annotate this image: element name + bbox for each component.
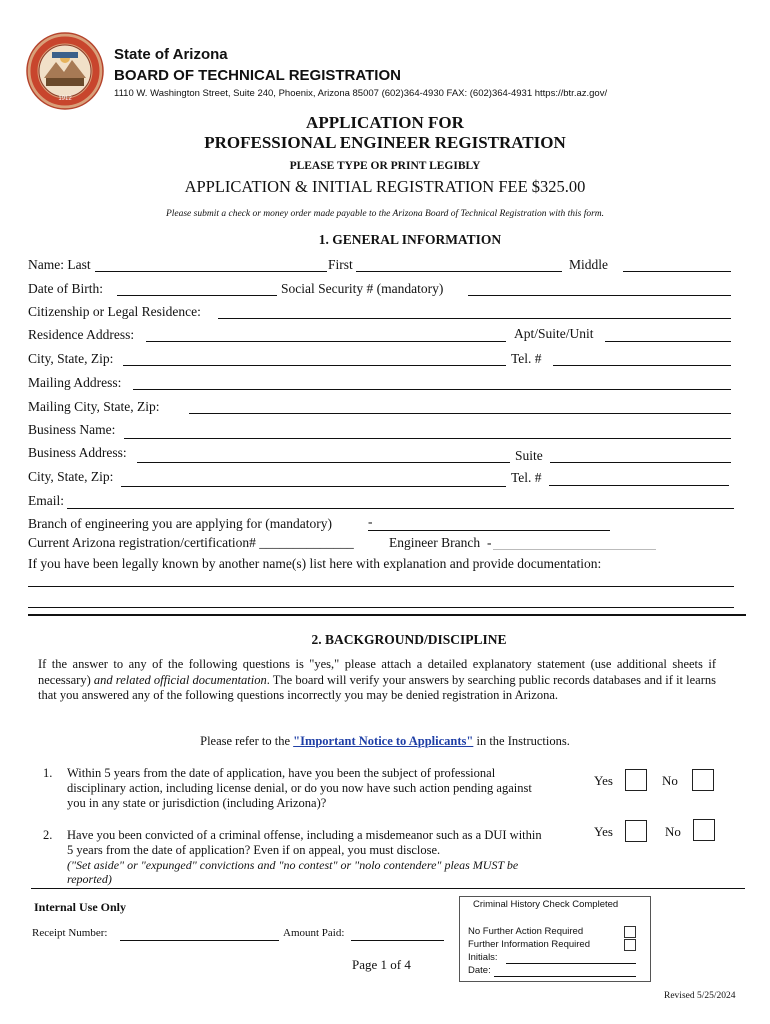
revised-date: Revised 5/25/2024 xyxy=(664,991,736,1001)
state-seal xyxy=(26,32,104,110)
dob-field[interactable] xyxy=(117,295,277,296)
label-middle-name: Middle xyxy=(569,257,608,272)
date-field[interactable] xyxy=(494,976,636,977)
engineer-branch-value[interactable]: - xyxy=(487,535,492,550)
last-name-field[interactable] xyxy=(95,271,327,272)
first-name-field[interactable] xyxy=(356,271,562,272)
label-mailing: Mailing Address: xyxy=(28,375,122,390)
ssn-field[interactable] xyxy=(468,295,731,296)
middle-name-field[interactable] xyxy=(623,271,731,272)
seal-icon xyxy=(26,32,104,110)
criminal-history-box xyxy=(459,896,651,982)
business-city-field[interactable] xyxy=(121,486,506,487)
email-field[interactable] xyxy=(67,508,734,509)
label-suite: Suite xyxy=(515,448,543,463)
internal-divider xyxy=(31,888,745,889)
section1-heading: 1. GENERAL INFORMATION xyxy=(318,232,502,247)
label-first-name: First xyxy=(328,257,353,272)
fee-line: APPLICATION & INITIAL REGISTRATION FEE $325.00 xyxy=(184,177,586,196)
svg-text:1912: 1912 xyxy=(58,96,72,102)
label-current-registration: Current Arizona registration/certification# ______________ xyxy=(28,535,354,550)
refer-line xyxy=(0,734,770,749)
initials-label: Initials: xyxy=(468,952,498,963)
mailing-field[interactable] xyxy=(133,389,731,390)
section2-intro xyxy=(38,657,716,704)
mailing-city-field[interactable] xyxy=(189,413,731,414)
suite-field[interactable] xyxy=(550,462,731,463)
residence-field[interactable] xyxy=(146,341,506,342)
question-2-yes-label: Yes xyxy=(594,824,613,839)
question-2-no-label: No xyxy=(665,824,681,839)
question-1-no-checkbox[interactable] xyxy=(692,769,714,791)
label-business-address: Business Address: xyxy=(28,445,127,460)
label-tel: Tel. # xyxy=(511,351,542,366)
section2-heading: 2. BACKGROUND/DISCIPLINE xyxy=(311,632,507,647)
further-info-label: Further Information Required xyxy=(468,939,590,950)
title-line2: PROFESSIONAL ENGINEER REGISTRATION xyxy=(204,133,566,152)
label-business-name: Business Name: xyxy=(28,422,116,437)
label-ssn: Social Security # (mandatory) xyxy=(281,281,444,296)
internal-use-title: Internal Use Only xyxy=(34,900,127,914)
business-address-field[interactable] xyxy=(137,462,510,463)
question-2-no-checkbox[interactable] xyxy=(693,819,715,841)
branch-field[interactable] xyxy=(368,530,610,531)
section-divider xyxy=(28,614,746,616)
question-1-yes-label: Yes xyxy=(594,773,613,788)
question-2-number: 2. xyxy=(43,828,53,842)
label-citizenship: Citizenship or Legal Residence: xyxy=(28,304,201,319)
engineer-branch-field[interactable] xyxy=(493,549,656,550)
branch-value[interactable]: - xyxy=(368,514,373,529)
type-legibly: PLEASE TYPE OR PRINT LEGIBLY xyxy=(289,160,481,172)
question-1-number: 1. xyxy=(43,766,53,780)
apt-field[interactable] xyxy=(605,341,731,342)
amount-paid-field[interactable] xyxy=(351,940,444,941)
label-city: City, State, Zip: xyxy=(28,351,114,366)
title-line1: APPLICATION FOR xyxy=(306,113,464,132)
intro-part1: If the answer to any of the following questions is "yes," please attach a detailed explanatory statement (use additional sheets if necessary) xyxy=(38,657,716,687)
board-name: BOARD OF TECHNICAL REGISTRATION xyxy=(114,67,401,84)
business-tel-field[interactable] xyxy=(549,485,729,486)
further-info-checkbox[interactable] xyxy=(624,939,636,951)
page-number: Page 1 of 4 xyxy=(352,957,411,972)
intro-italic: and related official documentation xyxy=(93,672,267,687)
question-2-yes-checkbox[interactable] xyxy=(625,820,647,842)
label-business-tel: Tel. # xyxy=(511,470,542,485)
initials-field[interactable] xyxy=(506,963,636,964)
tel-field[interactable] xyxy=(553,365,731,366)
business-name-field[interactable] xyxy=(124,438,731,439)
label-business-city: City, State, Zip: xyxy=(28,469,114,484)
no-further-checkbox[interactable] xyxy=(624,926,636,938)
receipt-field[interactable] xyxy=(120,940,279,941)
date-label: Date: xyxy=(468,965,491,976)
board-address: 1110 W. Washington Street, Suite 240, Phoenix, Arizona 85007 (602)364-4930 FAX: (602)364-4931 https://btr.az.gov/ xyxy=(114,88,608,99)
other-names-line-2[interactable] xyxy=(28,607,734,608)
question-2-note: ("Set aside" or "expunged" convictions and "no contest" or "nolo contendere" pleas MUST be reported) xyxy=(67,858,519,886)
label-engineer-branch: Engineer Branch xyxy=(389,535,481,550)
refer-pre: Please refer to the xyxy=(200,734,294,748)
label-receipt: Receipt Number: xyxy=(32,927,108,939)
important-notice-link[interactable]: "Important Notice to Applicants" xyxy=(293,734,474,748)
question-2-text: Have you been convicted of a criminal offense, including a misdemeanor such as a DUI within 5 years from the date of application? Even if on appeal, you must disclose. xyxy=(67,828,542,857)
criminal-box-title: Criminal History Check Completed xyxy=(473,899,619,910)
city-field[interactable] xyxy=(123,365,506,366)
question-1-text: Within 5 years from the date of application, have you been the subject of professional disciplinary action, including license denial, or do you now have such action pending against you in any state or jurisdiction (including Arizona)? xyxy=(67,766,532,810)
label-dob: Date of Birth: xyxy=(28,281,103,296)
label-branch: Branch of engineering you are applying for (mandatory) xyxy=(28,516,333,531)
other-names-line-1[interactable] xyxy=(28,586,734,587)
question-1-no-label: No xyxy=(662,773,678,788)
intro-part2: . The board will verify your answers by searching public records databases and if it learns that you answered any of the following questions incorrectly you may be denied registration in Arizona. xyxy=(38,672,717,702)
submit-note: Please submit a check or money order made payable to the Arizona Board of Technical Registration with this form. xyxy=(165,209,605,219)
label-apt: Apt/Suite/Unit xyxy=(514,326,594,341)
state-name: State of Arizona xyxy=(114,46,228,63)
refer-post: in the Instructions. xyxy=(473,734,570,748)
label-other-names: If you have been legally known by another name(s) list here with explanation and provide documentation: xyxy=(28,556,602,571)
label-amount-paid: Amount Paid: xyxy=(283,927,345,939)
label-last-name: Name: Last xyxy=(28,257,91,272)
label-residence: Residence Address: xyxy=(28,327,135,342)
citizenship-field[interactable] xyxy=(218,318,731,319)
no-further-label: No Further Action Required xyxy=(468,926,584,937)
label-email: Email: xyxy=(28,493,64,508)
label-mailing-city: Mailing City, State, Zip: xyxy=(28,399,160,414)
question-1-yes-checkbox[interactable] xyxy=(625,769,647,791)
